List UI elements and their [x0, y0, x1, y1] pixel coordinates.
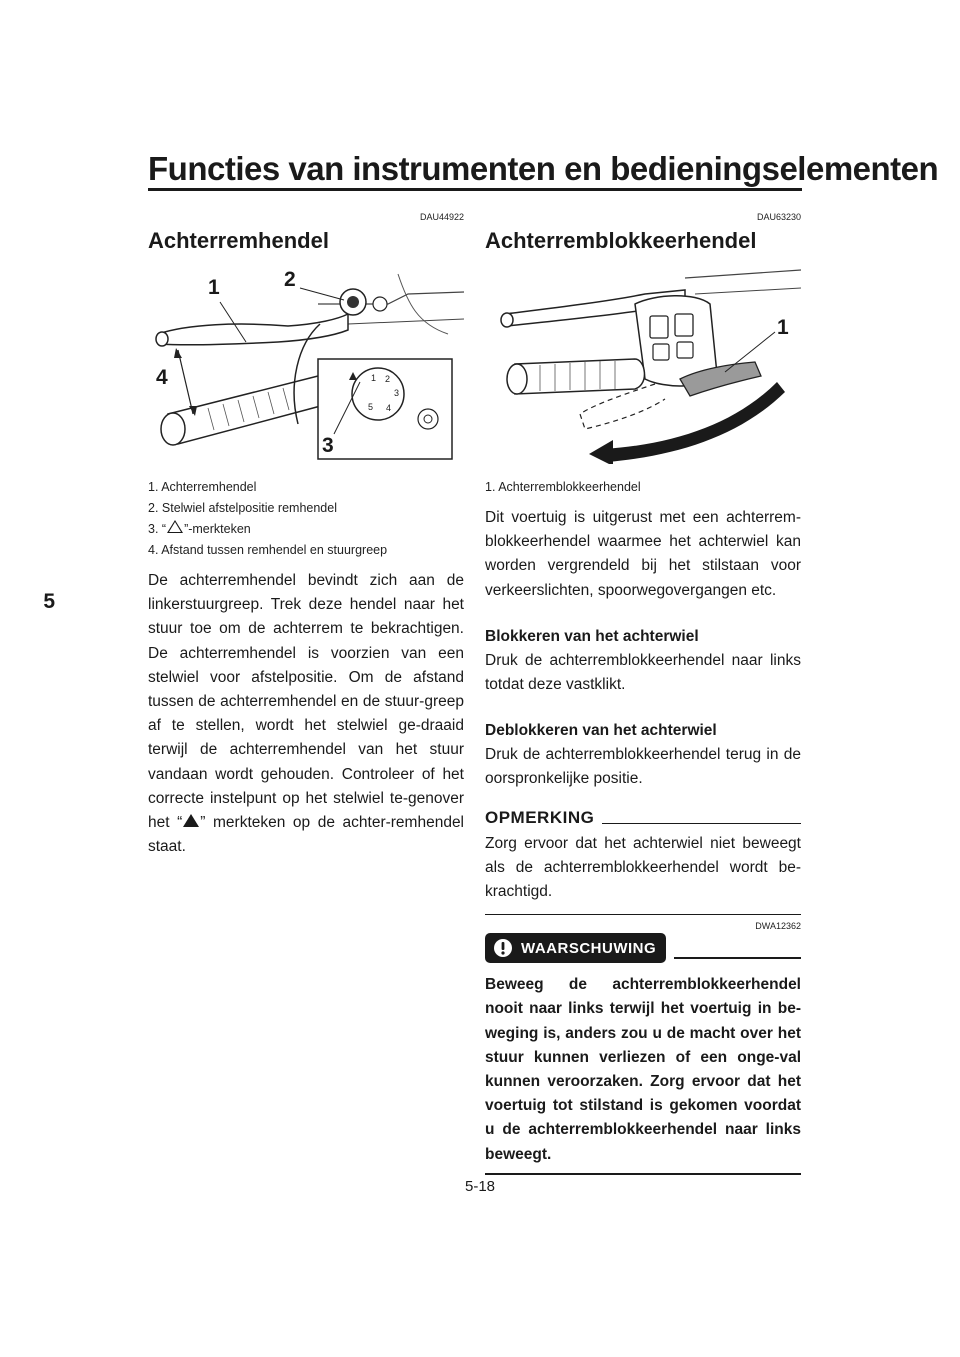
note-text: Zorg ervoor dat het achterwiel niet beweegt als de achterremblokkeerhendel wordt be-krachtigd.: [485, 834, 801, 901]
callout-3: 3: [322, 434, 334, 457]
callout-2: 2: [284, 268, 296, 291]
left-column: [148, 212, 464, 859]
warning-code: DWA12362: [755, 921, 801, 932]
lock-lever-figure: [485, 264, 801, 464]
body-paragraph: [148, 569, 464, 859]
figure-captions: [148, 477, 464, 561]
dial-mark: 4: [386, 403, 392, 413]
warning-text: Beweeg de achterremblokkeerhendel nooit naar links terwijl het voertuig in be-weging is, anders zou u de macht over het stuur kunnen verliezen of een onge-val kunnen veroorzaken. Zorg ervoor dat het voertuig tot stilstand is gekomen voordat u de achterremblokkeerhendel naar links beweegt.: [485, 976, 801, 1163]
page-title: Functies van instrumenten en bedieningselementen: [148, 150, 939, 187]
body-paragraph: Druk de achterremblokkeerhendel naar links totdat deze vastklikt.: [485, 651, 801, 694]
warning-heading: [485, 933, 801, 963]
dial-mark: 2: [385, 374, 391, 384]
figure-caption: [485, 477, 801, 498]
body-part-b: ” merkteken op de achter-remhendel staat.: [148, 814, 465, 856]
section-title: Achterremblokkeerhendel: [485, 228, 757, 253]
caption-item: 4. Afstand tussen remhendel en stuurgreep: [148, 543, 388, 557]
triangle-mark-icon: [183, 814, 199, 827]
chapter-tab: 5: [43, 590, 55, 613]
subheading-unlock: Deblokkeren van het achterwiel: [485, 722, 717, 740]
note-heading: [485, 808, 801, 828]
callout-1: 1: [208, 276, 220, 299]
warning-icon: [493, 938, 513, 958]
section-title: Achterremhendel: [148, 228, 329, 253]
caption-item: 1. Achterremhendel: [148, 480, 257, 494]
dial-mark: 3: [394, 388, 400, 398]
caption-suffix: ”-merkteken: [184, 522, 251, 536]
body-paragraph: Druk de achterremblokkeerhendel terug in de oorspronkelijke positie.: [485, 746, 801, 788]
warning-end-rule: [485, 1173, 801, 1175]
caption-prefix: 3. “: [148, 522, 167, 536]
dial-mark: 5: [368, 402, 374, 412]
caption-item: 1. Achterremblokkeerhendel: [485, 480, 641, 494]
page-number: 5-18: [464, 1178, 496, 1195]
note-label: OPMERKING: [485, 807, 595, 827]
callout-1: 1: [777, 316, 789, 339]
subheading-lock: Blokkeren van het achterwiel: [485, 627, 699, 645]
callout-4: 4: [156, 366, 168, 389]
section-code: DAU63230: [756, 212, 801, 222]
warning-badge: [485, 933, 666, 963]
section-code: DAU44922: [419, 212, 464, 222]
right-column: [485, 212, 801, 1175]
triangle-mark-icon: [167, 520, 183, 533]
body-paragraph: Dit voertuig is uitgerust met een achterrem-blokkeerhendel waarmee het achterwiel kan worden vergrendeld bij het stilstaan voor verkeerslichten, spoorwegovergangen etc.: [485, 509, 801, 599]
warning-label: WAARSCHUWING: [521, 939, 657, 957]
caption-item: [148, 519, 464, 540]
warning-rule: [674, 957, 801, 959]
brake-lever-figure: [148, 264, 464, 464]
caption-item: 2. Stelwiel afstelpositie remhendel: [148, 501, 337, 515]
body-part-a: De achterremhendel bevindt zich aan de linkerstuurgreep. Trek deze hendel naar het stuur toe om de achterrem te bekrachtigen. De achterremhendel is voorzien van een stelwiel voor afstelpositie. Om de afstand tussen de achterremhendel en de stuur-greep af te stellen, wordt het stelwiel ge-draaid terwijl de achterremhendel van het stuur vandaan wordt gehouden. Controleer of het correcte instelpunt op het stelwiel te-genover het “: [148, 572, 464, 832]
title-rule: [148, 188, 802, 191]
dial-mark: 1: [371, 373, 377, 383]
note-end-rule: [485, 914, 801, 915]
note-rule: [602, 823, 801, 824]
